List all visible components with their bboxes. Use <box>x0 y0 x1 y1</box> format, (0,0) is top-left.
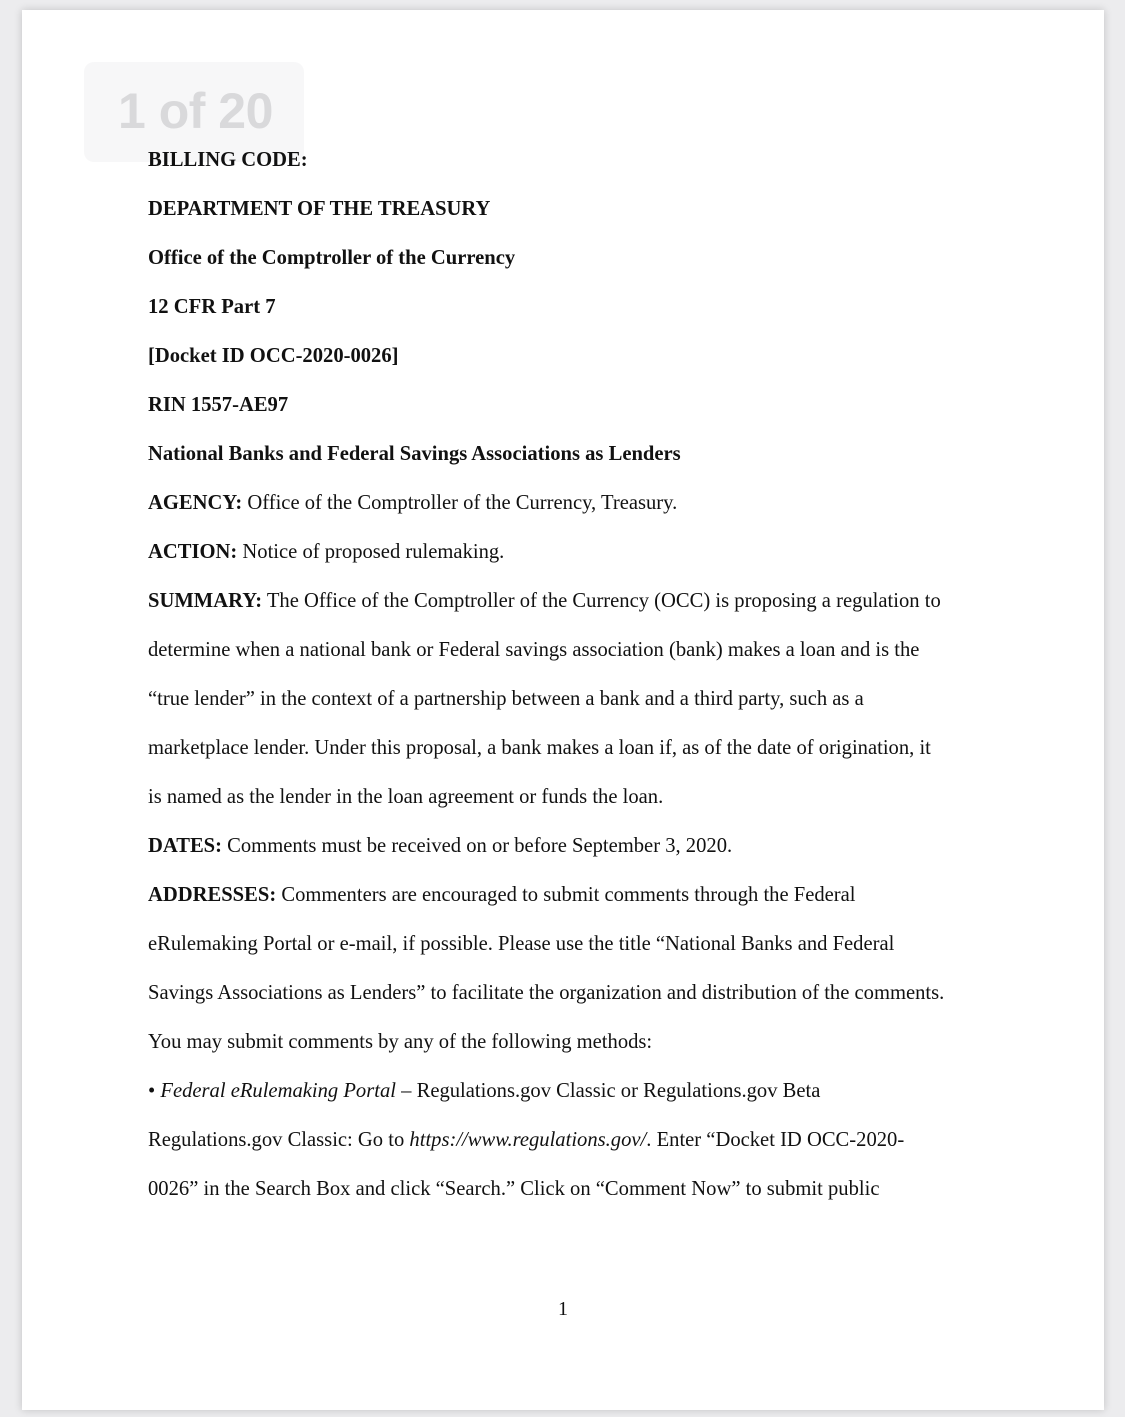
cfr-heading: 12 CFR Part 7 <box>148 296 276 318</box>
docket-id: [Docket ID OCC-2020-0026] <box>148 345 399 367</box>
summary-text: The Office of the Comptroller of the Currency (OCC) is proposing a regulation to <box>262 590 941 612</box>
document-content <box>148 136 1008 1214</box>
summary-line <box>148 577 1008 626</box>
addresses-label: ADDRESSES: <box>148 884 277 906</box>
addresses-line <box>148 871 1008 920</box>
agency-line <box>148 479 1008 528</box>
summary-line: “true lender” in the context of a partnership between a bank and a third party, such as a <box>148 688 864 710</box>
bullet: • <box>148 1080 161 1102</box>
addresses-line: You may submit comments by any of the following methods: <box>148 1031 653 1053</box>
method-last-line: 0026” in the Search Box and click “Search.” Click on “Comment Now” to submit public <box>148 1178 880 1200</box>
dates-text: Comments must be received on or before September 3, 2020. <box>222 835 733 857</box>
summary-line: determine when a national bank or Federal savings association (bank) makes a loan and is the <box>148 639 920 661</box>
action-label: ACTION: <box>148 541 238 563</box>
page-indicator-text: 1 of 20 <box>118 83 273 139</box>
agency-label: AGENCY: <box>148 492 243 514</box>
portal-label: Federal eRulemaking Portal <box>160 1080 396 1102</box>
addresses-line: eRulemaking Portal or e-mail, if possible. Please use the title “National Banks and Federal <box>148 933 895 955</box>
method-portal-line <box>148 1067 1008 1116</box>
document-page <box>22 10 1104 1410</box>
portal-text: – Regulations.gov Classic or Regulations.gov Beta <box>395 1080 821 1102</box>
department-heading: DEPARTMENT OF THE TREASURY <box>148 198 491 220</box>
summary-line: marketplace lender. Under this proposal, a bank makes a loan if, as of the date of origination, it <box>148 737 931 759</box>
agency-text: Office of the Comptroller of the Currency, Treasury. <box>242 492 678 514</box>
summary-line: is named as the lender in the loan agreement or funds the loan. <box>148 786 664 808</box>
regulations-link[interactable]: https://www.regulations.gov/ <box>409 1129 647 1151</box>
classic-suffix: . Enter “Docket ID OCC-2020- <box>646 1129 905 1151</box>
dates-label: DATES: <box>148 835 222 857</box>
action-line <box>148 528 1008 577</box>
dates-line <box>148 822 1008 871</box>
addresses-line: Savings Associations as Lenders” to facilitate the organization and distribution of the comments. <box>148 982 945 1004</box>
page-number: 1 <box>558 1298 568 1320</box>
office-heading: Office of the Comptroller of the Currency <box>148 247 516 269</box>
summary-label: SUMMARY: <box>148 590 263 612</box>
action-text: Notice of proposed rulemaking. <box>237 541 505 563</box>
rin: RIN 1557-AE97 <box>148 394 289 416</box>
document-title: National Banks and Federal Savings Associations as Lenders <box>148 443 681 465</box>
billing-code: BILLING CODE: <box>148 149 308 171</box>
addresses-text: Commenters are encouraged to submit comments through the Federal <box>276 884 856 906</box>
classic-prefix: Regulations.gov Classic: Go to <box>148 1129 410 1151</box>
method-classic-line <box>148 1116 1008 1165</box>
